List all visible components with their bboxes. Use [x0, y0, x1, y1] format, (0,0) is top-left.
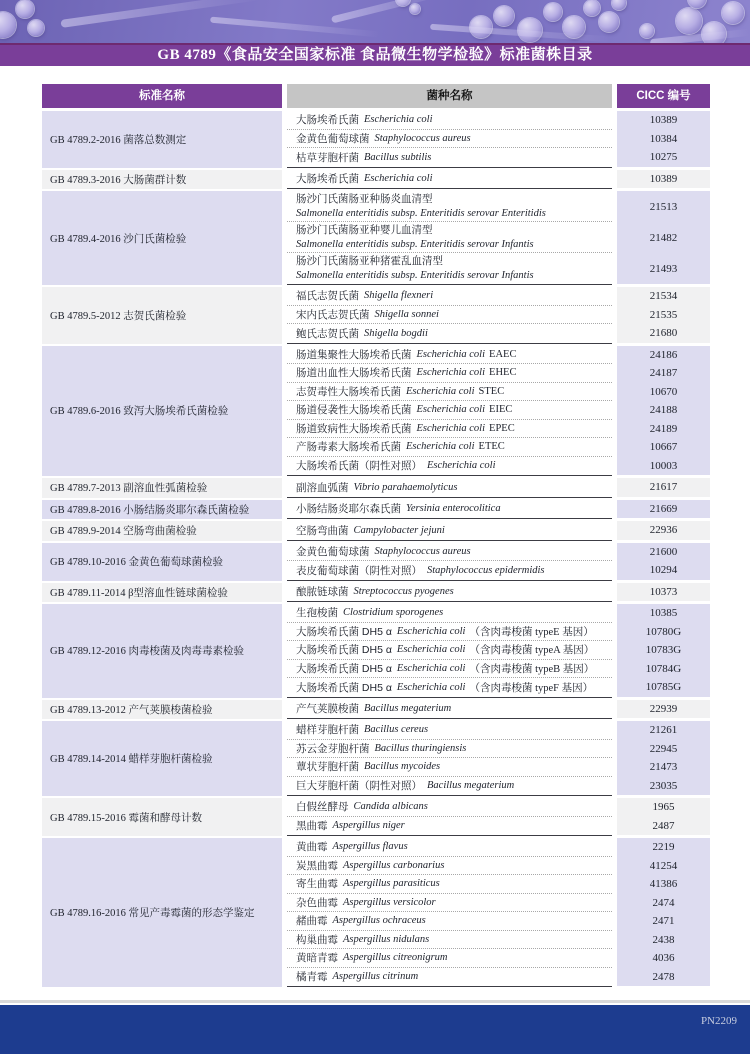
strain-row [287, 968, 612, 987]
strain-name-latin: Escherichia coli [416, 348, 486, 360]
strain-name-cn: 黄暗青霉 [296, 952, 338, 965]
cicc-number: 10389 [617, 111, 710, 130]
strain-name-suffix: EAEC [489, 348, 517, 360]
strain-name-latin: Salmonella enteritidis subsp. Enteritidis serovar Enteritidis [296, 207, 546, 219]
strain-list-cell [287, 500, 612, 520]
cicc-number: 22936 [617, 521, 710, 540]
strain-row [287, 500, 612, 519]
table-group [42, 500, 710, 520]
strain-name-latin: Escherichia coli [406, 441, 475, 453]
strain-name-latin: Aspergillus carbonarius [343, 859, 445, 871]
strain-row [287, 660, 612, 679]
strain-list-cell [287, 170, 612, 190]
cicc-number: 21261 [617, 721, 710, 740]
strain-name-latin: Salmonella enteritidis subsp. Enteritidis serovar Infantis [296, 269, 534, 281]
cicc-number: 24186 [617, 346, 710, 365]
cicc-number: 21534 [617, 287, 710, 306]
strain-name-latin: Staphylococcus aureus [374, 545, 471, 557]
strain-list-cell [287, 111, 612, 168]
strain-list-cell [287, 700, 612, 720]
strain-name-latin: Vibrio parahaemolyticus [353, 481, 458, 493]
strain-name-latin: Aspergillus ochraceus [332, 915, 426, 927]
strain-name-latin: Escherichia coli [364, 114, 433, 126]
strain-name-cn: 大肠埃希氏菌 DH5 α [296, 662, 392, 675]
bacteria-cell [722, 2, 744, 24]
strain-row [287, 857, 612, 876]
bacteria-cell [544, 3, 562, 21]
strain-name-latin: Escherichia coli [416, 404, 486, 416]
strain-list-cell [287, 543, 612, 581]
strain-row [287, 130, 612, 149]
strain-row [287, 777, 612, 796]
strain-name-cn: 黄曲霉 [296, 841, 328, 854]
table-group [42, 604, 710, 698]
table-group [42, 543, 710, 581]
strain-name-cn: 产气荚膜梭菌 [296, 703, 359, 716]
strain-name-suffix: STEC [478, 385, 505, 397]
strain-name-latin: Escherichia coli [396, 644, 466, 656]
strain-name-latin: Aspergillus niger [332, 820, 405, 832]
strain-row [287, 604, 612, 623]
strain-name-latin: Aspergillus nidulans [343, 933, 430, 945]
strain-name-cn: 肠道集聚性大肠埃希氏菌 [296, 348, 412, 361]
cicc-number: 10670 [617, 383, 710, 402]
strain-name-cn: 志贺毒性大肠埃希氏菌 [296, 385, 401, 398]
strain-name-latin: Shigella bogdii [364, 327, 428, 339]
strain-list-cell [287, 478, 612, 498]
table-group [42, 838, 710, 987]
bacteria-cell [584, 0, 600, 16]
cicc-number: 4036 [617, 949, 710, 968]
strain-name-latin: Aspergillus parasiticus [343, 878, 440, 890]
cicc-list-cell [617, 191, 710, 285]
strain-name-latin: Aspergillus citreonigrum [343, 952, 448, 964]
cicc-number: 10003 [617, 457, 710, 476]
cicc-number: 2438 [617, 931, 710, 950]
standard-name-cell: GB 4789.3-2016 大肠菌群计数 [42, 170, 282, 190]
cicc-number: 21473 [617, 758, 710, 777]
strain-name-cn: 大肠埃希氏菌 DH5 α [296, 625, 392, 638]
cicc-list-cell [617, 543, 710, 581]
cicc-number: 10373 [617, 583, 710, 602]
cicc-number: 10275 [617, 148, 710, 167]
strain-name-cn: 巨大芽胞杆菌（阴性对照） [296, 780, 422, 793]
strain-name-latin: Bacillus cereus [364, 724, 429, 736]
strain-name-cn: 大肠埃希氏菌 DH5 α [296, 681, 392, 694]
strain-name-latin: Salmonella enteritidis subsp. Enteritidis serovar Infantis [296, 238, 534, 250]
cicc-list-cell [617, 798, 710, 836]
cicc-number: 21535 [617, 306, 710, 325]
cicc-number: 21513 [617, 191, 710, 222]
strain-name-latin: Escherichia coli [364, 173, 433, 185]
bacteria-cell [410, 4, 420, 14]
strain-name-latin: Shigella sonnei [374, 308, 439, 320]
bacteria-cell [494, 6, 514, 26]
cicc-number: 2474 [617, 894, 710, 913]
strain-name-cn: 肠沙门氏菌肠亚种猪霍乱血清型 [296, 255, 443, 267]
strain-row [287, 931, 612, 950]
cicc-list-cell [617, 346, 710, 477]
strain-row [287, 478, 612, 497]
strain-name-suffix: （含肉毒梭菌 typeA 基因） [469, 645, 595, 657]
cicc-list-cell [617, 170, 710, 190]
strain-row [287, 170, 612, 189]
strain-list-cell [287, 346, 612, 477]
strain-name-latin: Escherichia coli [416, 367, 486, 379]
strain-name-cn: 赭曲霉 [296, 915, 328, 928]
strain-name-latin: Bacillus megaterium [364, 703, 452, 715]
header-strain-name: 菌种名称 [287, 84, 612, 108]
strain-row [287, 324, 612, 343]
strain-row [287, 253, 612, 284]
strain-list-cell [287, 721, 612, 796]
strain-name-cn: 生孢梭菌 [296, 607, 338, 620]
strain-name-suffix: EPEC [489, 422, 515, 434]
strain-name-cn: 白假丝酵母 [296, 801, 349, 814]
strain-name-cn: 宋内氏志贺氏菌 [296, 308, 370, 321]
strain-name-latin: Bacillus thuringiensis [374, 742, 467, 754]
strain-name-cn: 金黄色葡萄球菌 [296, 545, 370, 558]
table-group [42, 798, 710, 836]
strain-row [287, 912, 612, 931]
standard-name-cell: GB 4789.13-2012 产气荚膜梭菌检验 [42, 700, 282, 720]
cicc-number: 41386 [617, 875, 710, 894]
strain-name-cn: 大肠埃希氏菌 DH5 α [296, 644, 392, 657]
table-group [42, 521, 710, 541]
strain-name-cn: 福氏志贺氏菌 [296, 290, 359, 303]
page-title: GB 4789《食品安全国家标准 食品微生物学检验》标准菌株目录 [0, 45, 750, 66]
table-group [42, 583, 710, 603]
standard-name-cell: GB 4789.16-2016 常见产毒霉菌的形态学鉴定 [42, 838, 282, 987]
cicc-number: 24188 [617, 401, 710, 420]
table-group [42, 170, 710, 190]
cicc-number: 2219 [617, 838, 710, 857]
cicc-number: 10783G [617, 641, 710, 660]
bacteria-cell [612, 0, 626, 10]
cicc-number: 10384 [617, 130, 710, 149]
bacteria-cell [599, 12, 619, 32]
strain-name-latin: Escherichia coli [396, 662, 466, 674]
standard-name-cell: GB 4789.4-2016 沙门氏菌检验 [42, 191, 282, 285]
strain-name-cn: 寄生曲霉 [296, 878, 338, 891]
strain-name-latin: Bacillus megaterium [427, 780, 515, 792]
bacteria-cell [640, 24, 654, 38]
footer-bar [0, 1005, 750, 1054]
strain-name-latin: Bacillus mycoides [364, 761, 441, 773]
cicc-number: 10780G [617, 623, 710, 642]
strain-row [287, 420, 612, 439]
cicc-number: 1965 [617, 798, 710, 817]
strain-row [287, 838, 612, 857]
strain-row [287, 623, 612, 642]
strain-name-cn: 产肠毒素大肠埃希氏菌 [296, 441, 401, 454]
strain-name-suffix: EIEC [489, 404, 513, 416]
strain-name-latin: Campylobacter jejuni [353, 524, 445, 536]
cicc-number: 21600 [617, 543, 710, 562]
strain-name-cn: 黑曲霉 [296, 820, 328, 833]
strain-name-latin: Streptococcus pyogenes [353, 586, 454, 598]
footer-divider [0, 1000, 750, 1003]
strain-name-cn: 杂色曲霉 [296, 896, 338, 909]
cicc-number: 21669 [617, 500, 710, 519]
cicc-number: 23035 [617, 777, 710, 796]
bacteria-cell [16, 0, 34, 18]
strain-name-cn: 苏云金芽胞杆菌 [296, 742, 370, 755]
strain-name-latin: Escherichia coli [416, 422, 486, 434]
strain-row [287, 641, 612, 660]
cicc-list-cell [617, 521, 710, 541]
strain-name-suffix: （含肉毒梭菌 typeE 基因） [469, 626, 594, 638]
strain-name-cn: 大肠埃希氏菌 [296, 114, 359, 127]
header-standard-name: 标准名称 [42, 84, 282, 108]
strain-name-latin: Escherichia coli [396, 625, 466, 637]
strain-name-cn: 副溶血弧菌 [296, 481, 349, 494]
strain-row [287, 521, 612, 540]
strain-row [287, 583, 612, 602]
cicc-number: 21617 [617, 478, 710, 497]
cicc-list-cell [617, 838, 710, 987]
strain-list-cell [287, 583, 612, 603]
standard-name-cell: GB 4789.7-2013 副溶血性弧菌检验 [42, 478, 282, 498]
standard-name-cell: GB 4789.6-2016 致泻大肠埃希氏菌检验 [42, 346, 282, 477]
standard-name-cell: GB 4789.8-2016 小肠结肠炎耶尔森氏菌检验 [42, 500, 282, 520]
cicc-list-cell [617, 721, 710, 796]
strain-name-cn: 肠道出血性大肠埃希氏菌 [296, 367, 412, 380]
standard-name-cell: GB 4789.2-2016 菌落总数测定 [42, 111, 282, 168]
strain-name-cn: 小肠结肠炎耶尔森氏菌 [296, 503, 401, 516]
strain-table [42, 84, 710, 989]
cicc-number: 22945 [617, 740, 710, 759]
cicc-list-cell [617, 700, 710, 720]
cicc-list-cell [617, 583, 710, 603]
cicc-number: 22939 [617, 700, 710, 719]
cicc-number: 10389 [617, 170, 710, 189]
strain-name-latin: Yersinia enterocolitica [406, 503, 501, 515]
strain-name-cn: 肠道侵袭性大肠埃希氏菌 [296, 404, 412, 417]
strain-name-suffix: EHEC [489, 367, 517, 379]
strain-row [287, 111, 612, 130]
strain-name-latin: Bacillus subtilis [364, 151, 432, 163]
footer-code: PN2209 [700, 1015, 737, 1027]
strain-row [287, 543, 612, 562]
strain-name-latin: Escherichia coli [427, 460, 496, 472]
strain-name-cn: 蜡样芽胞杆菌 [296, 724, 359, 737]
tissue-streak [210, 17, 380, 38]
strain-list-cell [287, 798, 612, 836]
cicc-number: 21493 [617, 253, 710, 284]
cicc-number: 2487 [617, 817, 710, 836]
strain-row [287, 875, 612, 894]
strain-list-cell [287, 838, 612, 987]
strain-row [287, 383, 612, 402]
strain-name-latin: Escherichia coli [396, 681, 466, 693]
strain-row [287, 222, 612, 253]
strain-name-cn: 蕈状芽胞杆菌 [296, 761, 359, 774]
strain-name-cn: 空肠弯曲菌 [296, 524, 349, 537]
strain-name-latin: Aspergillus citrinum [332, 971, 419, 983]
standard-name-cell: GB 4789.14-2014 蜡样芽胞杆菌检验 [42, 721, 282, 796]
strain-name-suffix: （含肉毒梭菌 typeB 基因） [469, 663, 595, 675]
cicc-number: 10785G [617, 678, 710, 697]
cicc-number: 24189 [617, 420, 710, 439]
strain-name-suffix: ETEC [478, 441, 505, 453]
strain-name-latin: Shigella flexneri [364, 290, 434, 302]
strain-name-latin: Staphylococcus epidermidis [427, 564, 545, 576]
strain-name-cn: 橘青霉 [296, 971, 328, 984]
strain-row [287, 561, 612, 580]
strain-row [287, 798, 612, 817]
cicc-number: 10385 [617, 604, 710, 623]
strain-row [287, 438, 612, 457]
strain-name-latin: Candida albicans [353, 801, 428, 813]
cicc-number: 10294 [617, 561, 710, 580]
strain-name-cn: 构巢曲霉 [296, 933, 338, 946]
strain-name-suffix: （含肉毒梭菌 typeF 基因） [469, 682, 594, 694]
standard-name-cell: GB 4789.10-2016 金黄色葡萄球菌检验 [42, 543, 282, 581]
standard-name-cell: GB 4789.11-2014 β型溶血性链球菌检验 [42, 583, 282, 603]
header-cicc-number: CICC 编号 [617, 84, 710, 108]
strain-row [287, 401, 612, 420]
cicc-list-cell [617, 111, 710, 168]
strain-name-latin: Escherichia coli [406, 385, 475, 397]
strain-list-cell [287, 287, 612, 344]
strain-list-cell [287, 191, 612, 285]
banner-image [0, 0, 750, 43]
strain-name-latin: Staphylococcus aureus [374, 132, 471, 144]
strain-row [287, 949, 612, 968]
strain-name-cn: 炭黑曲霉 [296, 859, 338, 872]
table-header-row [42, 84, 710, 108]
strain-row [287, 740, 612, 759]
cicc-list-cell [617, 604, 710, 698]
strain-row [287, 817, 612, 836]
strain-row [287, 364, 612, 383]
strain-row [287, 894, 612, 913]
table-group [42, 111, 710, 168]
standard-name-cell: GB 4789.9-2014 空肠弯曲菌检验 [42, 521, 282, 541]
strain-name-cn: 肠沙门氏菌肠亚种婴儿血清型 [296, 224, 433, 236]
table-group [42, 346, 710, 477]
strain-name-cn: 表皮葡萄球菌（阴性对照） [296, 564, 422, 577]
strain-name-cn: 鲍氏志贺氏菌 [296, 327, 359, 340]
cicc-number: 21680 [617, 324, 710, 343]
table-group [42, 287, 710, 344]
strain-row [287, 287, 612, 306]
strain-name-cn: 酿脓链球菌 [296, 586, 349, 599]
strain-row [287, 148, 612, 167]
strain-row [287, 721, 612, 740]
table-group [42, 478, 710, 498]
cicc-number: 21482 [617, 222, 710, 253]
strain-row [287, 191, 612, 222]
cicc-list-cell [617, 287, 710, 344]
strain-name-latin: Clostridium sporogenes [343, 607, 444, 619]
standard-name-cell: GB 4789.5-2012 志贺氏菌检验 [42, 287, 282, 344]
cicc-number: 24187 [617, 364, 710, 383]
cicc-number: 10784G [617, 660, 710, 679]
strain-row [287, 678, 612, 697]
table-group [42, 191, 710, 285]
tissue-streak [650, 29, 750, 43]
standard-name-cell: GB 4789.15-2016 霉菌和酵母计数 [42, 798, 282, 836]
strain-row [287, 700, 612, 719]
strain-name-cn: 大肠埃希氏菌（阴性对照） [296, 460, 422, 473]
cicc-number: 2478 [617, 968, 710, 987]
strain-row [287, 457, 612, 476]
strain-name-cn: 金黄色葡萄球菌 [296, 132, 370, 145]
bacteria-cell [688, 0, 706, 8]
strain-row [287, 306, 612, 325]
bacteria-cell [676, 8, 702, 34]
cicc-number: 10667 [617, 438, 710, 457]
table-group [42, 700, 710, 720]
bacteria-cell [28, 20, 44, 36]
strain-name-cn: 大肠埃希氏菌 [296, 173, 359, 186]
table-body [42, 111, 710, 987]
strain-row [287, 758, 612, 777]
cicc-list-cell [617, 500, 710, 520]
strain-list-cell [287, 604, 612, 698]
cicc-list-cell [617, 478, 710, 498]
strain-name-latin: Aspergillus flavus [332, 841, 408, 853]
tissue-streak [331, 0, 449, 23]
strain-name-cn: 肠沙门氏菌肠亚种肠炎血清型 [296, 193, 433, 205]
standard-name-cell: GB 4789.12-2016 肉毒梭菌及肉毒毒素检验 [42, 604, 282, 698]
strain-row [287, 346, 612, 365]
cicc-number: 2471 [617, 912, 710, 931]
strain-name-latin: Aspergillus versicolor [343, 896, 436, 908]
table-group [42, 721, 710, 796]
strain-name-cn: 枯草芽胞杆菌 [296, 151, 359, 164]
cicc-number: 41254 [617, 857, 710, 876]
bacteria-cell [0, 12, 16, 38]
strain-list-cell [287, 521, 612, 541]
strain-name-cn: 肠道致病性大肠埃希氏菌 [296, 422, 412, 435]
